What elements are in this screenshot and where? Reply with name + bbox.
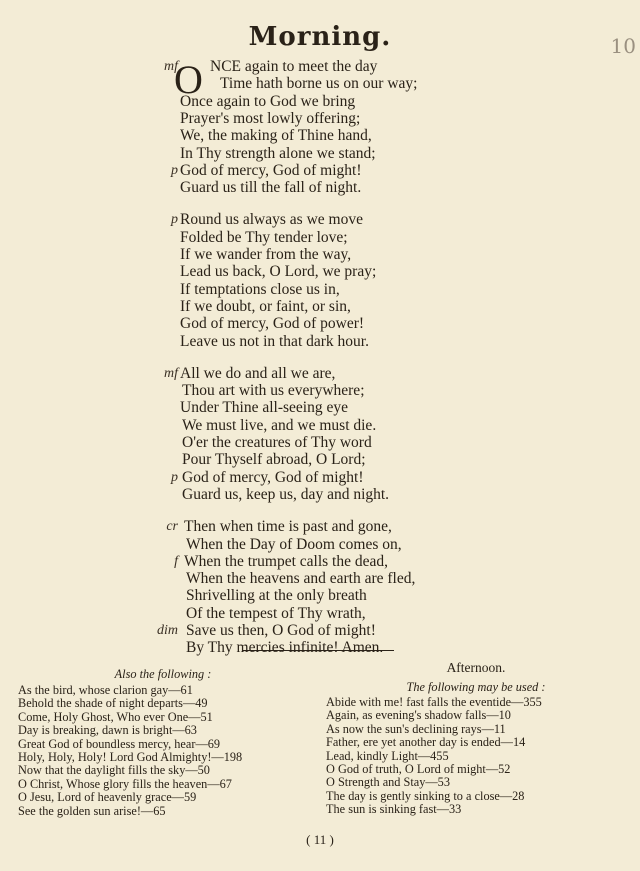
hymn-line bbox=[0, 75, 640, 92]
hymn-line bbox=[0, 246, 640, 263]
hymn-line bbox=[0, 417, 640, 434]
hymn-line-text: Once again to God we bring bbox=[180, 92, 356, 110]
hymn-line-text: Round us always as we move bbox=[180, 211, 363, 229]
hymn-line bbox=[0, 315, 640, 332]
hymn-line bbox=[0, 486, 640, 503]
hymn-line bbox=[0, 451, 640, 468]
afternoon-title: Afternoon. bbox=[446, 660, 506, 675]
hymn-line bbox=[0, 333, 640, 350]
page-title: Morning. bbox=[248, 22, 392, 52]
hymn-reference: As now the sun's declining rays—11 bbox=[326, 721, 506, 736]
hymn-reference: Holy, Holy, Holy! Lord God Almighty!—198 bbox=[18, 749, 243, 764]
hymn-reference: O Jesu, Lord of heavenly grace—59 bbox=[18, 790, 197, 805]
hymn-line-text: God of mercy, God of power! bbox=[180, 315, 365, 333]
hymn-reference: O Strength and Stay—53 bbox=[326, 775, 450, 790]
hymn-line-text: Of the tempest of Thy wrath, bbox=[186, 604, 366, 622]
hymn-line-text: Save us then, O God of might! bbox=[186, 622, 376, 639]
dynamic-marking: p bbox=[171, 162, 178, 178]
hymn-line bbox=[0, 399, 640, 416]
hymn-line-text: Guard us, keep us, day and night. bbox=[182, 485, 390, 503]
corner-page-number: 10 bbox=[610, 34, 636, 58]
hymn-line-text: Time hath borne us on our way; bbox=[220, 75, 418, 93]
hymn-line bbox=[0, 570, 640, 587]
hymn-reference: Abide with me! fast falls the eventide—355 bbox=[326, 695, 542, 709]
hymn-reference: Father, ere yet another day is ended—14 bbox=[326, 735, 526, 750]
hymn-line-text: Pour Thyself abroad, O Lord; bbox=[182, 451, 366, 469]
page-number: ( 11 ) bbox=[306, 832, 334, 847]
hymn-line-text: Lead us back, O Lord, we pray; bbox=[180, 263, 377, 281]
hymn-line-text: Prayer's most lowly offering; bbox=[180, 109, 361, 127]
hymn-line bbox=[0, 434, 640, 451]
hymn-line-text: By Thy mercies infinite! Amen. bbox=[186, 639, 384, 657]
hymn-reference: See the golden sun arise!—65 bbox=[18, 803, 166, 818]
hymn-line bbox=[0, 298, 640, 315]
hymn-line-text: God of mercy, God of might! bbox=[182, 468, 364, 486]
hymn-line-text: When the trumpet calls the dead, bbox=[184, 552, 389, 570]
hymn-line-text: God of mercy, God of might! bbox=[180, 161, 362, 179]
hymn-reference: Behold the shade of night departs—49 bbox=[18, 696, 208, 711]
hymn-line bbox=[0, 263, 640, 280]
hymn-line-text: We, the making of Thine hand, bbox=[180, 127, 372, 145]
dynamic-marking: mf bbox=[164, 365, 178, 381]
hymn-line-text: Under Thine all-seeing eye bbox=[180, 399, 348, 417]
hymn-line bbox=[0, 587, 640, 604]
hymn-line bbox=[0, 382, 640, 399]
hymn-line-text: O'er the creatures of Thy word bbox=[182, 434, 372, 451]
drop-cap: O bbox=[174, 57, 203, 102]
hymn-line-text: Then when time is past and gone, bbox=[184, 518, 392, 536]
hymn-reference: As the bird, whose clarion gay—61 bbox=[18, 683, 193, 697]
dynamic-marking: p bbox=[171, 212, 178, 228]
hymn-line bbox=[0, 211, 640, 228]
hymn-line-text: When the Day of Doom comes on, bbox=[186, 535, 402, 553]
hymn-line-text: In Thy strength alone we stand; bbox=[180, 144, 376, 162]
hymn-line bbox=[0, 281, 640, 298]
hymn-line bbox=[0, 605, 640, 622]
hymn-line-text: NCE again to meet the day bbox=[210, 58, 378, 75]
dynamic-marking: dim bbox=[157, 623, 178, 638]
dynamic-marking: p bbox=[171, 469, 178, 485]
hymn-line bbox=[0, 622, 640, 639]
hymn-reference: O Christ, Whose glory fills the heaven—67 bbox=[18, 776, 232, 791]
hymn-line bbox=[0, 553, 640, 570]
hymn-line-text: Thou art with us everywhere; bbox=[182, 382, 365, 400]
hymn-line bbox=[0, 145, 640, 162]
hymn-line-text: Leave us not in that dark hour. bbox=[180, 332, 369, 350]
hymn-line-text: When the heavens and earth are fled, bbox=[186, 570, 416, 588]
hymn-reference: O God of truth, O Lord of might—52 bbox=[326, 761, 511, 776]
dynamic-marking: mf bbox=[164, 59, 178, 74]
hymn-line bbox=[0, 639, 640, 656]
hymn-line-text: We must live, and we must die. bbox=[182, 416, 377, 434]
hymn-line bbox=[0, 162, 640, 179]
hymn-reference: The day is gently sinking to a close—28 bbox=[326, 788, 525, 803]
hymn-line bbox=[0, 110, 640, 127]
hymn-line bbox=[0, 518, 640, 535]
hymn-line-text: Guard us till the fall of night. bbox=[180, 179, 362, 197]
morning-list-heading: Also the following : bbox=[114, 667, 212, 681]
hymn-line-text: Shrivelling at the only breath bbox=[186, 587, 367, 605]
hymn-line bbox=[0, 536, 640, 553]
hymn-reference: Great God of boundless mercy, hear—69 bbox=[18, 736, 221, 751]
hymn-reference: The sun is sinking fast—33 bbox=[326, 802, 462, 817]
hymn-line bbox=[0, 229, 640, 246]
hymn-line-text: If temptations close us in, bbox=[180, 280, 340, 298]
hymn-reference: Now that the daylight fills the sky—50 bbox=[18, 763, 210, 778]
hymn-line-text: Folded be Thy tender love; bbox=[180, 228, 348, 246]
hymn-line bbox=[0, 127, 640, 144]
hymn-line bbox=[0, 58, 640, 75]
dynamic-marking: f bbox=[174, 553, 178, 569]
hymn-line-text: If we doubt, or faint, or sin, bbox=[180, 297, 351, 315]
hymn-line bbox=[0, 365, 640, 382]
hymn-line bbox=[0, 469, 640, 486]
hymn-reference: Day is breaking, dawn is bright—63 bbox=[18, 723, 197, 738]
hymn-line-text: If we wander from the way, bbox=[180, 246, 352, 263]
divider-rule bbox=[242, 650, 394, 651]
hymn-reference: Again, as evening's shadow falls—10 bbox=[326, 708, 511, 723]
afternoon-list-heading: The following may be used : bbox=[406, 680, 546, 694]
morning-hymn-list bbox=[18, 664, 308, 818]
hymn-line-text: All we do and all we are, bbox=[180, 364, 336, 382]
hymn-line bbox=[0, 179, 640, 196]
hymn-line bbox=[0, 93, 640, 110]
hymn-reference: Come, Holy Ghost, Who ever One—51 bbox=[18, 709, 213, 724]
hymn-reference: Lead, kindly Light—455 bbox=[326, 748, 449, 763]
afternoon-hymn-list bbox=[326, 658, 626, 817]
dynamic-marking: cr bbox=[166, 519, 178, 535]
